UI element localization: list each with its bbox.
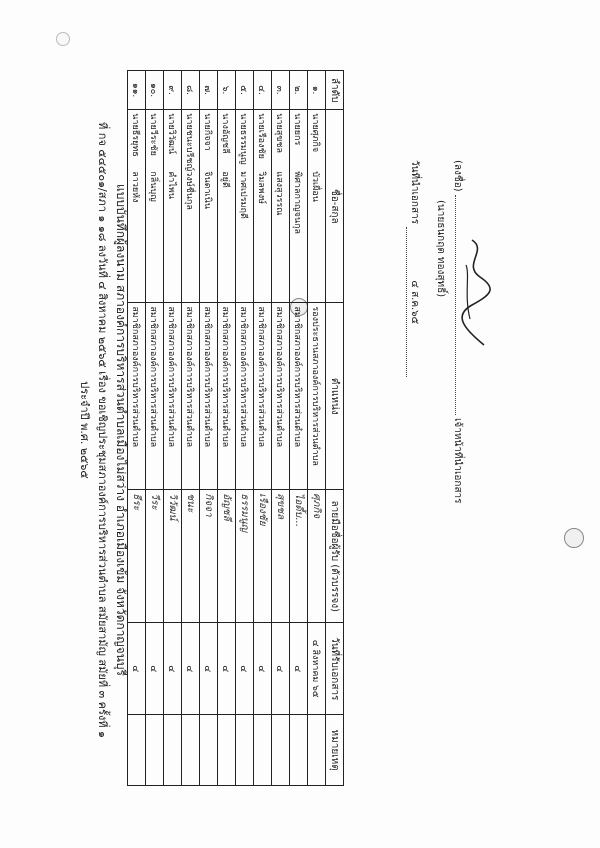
row-date: ๔: [272, 623, 290, 715]
certification-block: [360, 160, 470, 580]
row-number: ๖.: [218, 71, 236, 110]
table-row: [218, 71, 236, 786]
row-signature: ศุภกิจ: [308, 490, 326, 623]
row-number: ๗.: [200, 71, 218, 110]
row-number: ๘.: [182, 71, 200, 110]
row-last-name: อยู่ดี: [220, 171, 231, 188]
certifier-date-label: วันที่นำเอกสาร: [409, 160, 420, 225]
row-date: ๔: [128, 623, 146, 715]
table-row: [200, 71, 218, 786]
row-first-name: นายเรืองชัย: [256, 113, 267, 159]
row-signature: ไอดี้บ...: [290, 490, 308, 623]
certifier-date-value: ๔ ส.ค.๖๕: [406, 227, 422, 377]
row-number: ๔.: [254, 71, 272, 110]
row-name: [236, 110, 254, 303]
row-date: ๔: [218, 623, 236, 715]
table-row: [236, 71, 254, 786]
row-last-name: วงษ์ชื่นกุล: [184, 171, 195, 210]
row-signature: วีระ: [146, 490, 164, 623]
row-date: ๔: [182, 623, 200, 715]
certifier-sign-prefix: (ลงชื่อ): [452, 160, 463, 192]
document-title: แบบบันทึกผู้ลงนาม สภาองค์การบริหารส่วนตำบลเมืองไม่สว่าง อำเภอเมืองเข้ม จังหวัดกาญจนบุรี: [114, 184, 128, 676]
row-signature: สุขชล: [272, 490, 290, 623]
row-signature: เรืองชัย: [254, 490, 272, 623]
row-first-name: นายวีระชัย: [148, 113, 159, 156]
row-number: ๑๑.: [128, 71, 146, 110]
row-note: [146, 715, 164, 786]
row-note: [290, 715, 308, 786]
row-signature: ธีระ: [128, 490, 146, 623]
row-position: สมาชิกสภาองค์การบริหารส่วนตำบล: [290, 303, 308, 490]
row-signature: ธรรมนูญ: [236, 490, 254, 623]
certifier-signature: [455, 195, 470, 415]
row-name: [164, 110, 182, 303]
table-row: [290, 71, 308, 786]
row-first-name: นายวิวัฒน์: [166, 113, 177, 155]
row-name: [272, 110, 290, 303]
row-date: ๔ สิงหาคม ๖๕: [308, 623, 326, 715]
row-date: ๔: [164, 623, 182, 715]
table-row: [128, 71, 146, 786]
row-note: [218, 715, 236, 786]
row-name: [146, 110, 164, 303]
row-name: [182, 110, 200, 303]
row-first-name: นายธีรยุทธ: [130, 113, 141, 157]
row-last-name: คำไพน: [166, 171, 177, 199]
row-name: [128, 110, 146, 303]
row-date: ๔: [236, 623, 254, 715]
table-row: [164, 71, 182, 786]
certifier-name: (นายธนกฤต ทองสุทธิ์): [435, 200, 446, 298]
document-year: ประจำปี พ.ศ. ๒๕๖๕: [78, 381, 91, 479]
row-date: ๔: [200, 623, 218, 715]
col-header-position: ตำแหน่ง: [326, 303, 344, 490]
table-row: [146, 71, 164, 786]
row-note: [308, 715, 326, 786]
row-note: [236, 715, 254, 786]
table-row: [182, 71, 200, 786]
signature-scribble: [458, 235, 492, 355]
row-first-name: นางอัญชลี: [220, 113, 231, 154]
certifier-sign-line: [450, 160, 470, 504]
row-position: สมาชิกสภาองค์การบริหารส่วนตำบล: [236, 303, 254, 490]
row-note: [128, 715, 146, 786]
row-date: ๔: [290, 623, 308, 715]
row-last-name: กลิ่นบุญ: [148, 171, 159, 202]
row-note: [200, 715, 218, 786]
row-number: ๕.: [236, 71, 254, 110]
row-position: สมาชิกสภาองค์การบริหารส่วนตำบล: [272, 303, 290, 490]
col-header-no: ลำดับ: [326, 71, 344, 110]
row-position: รองประธานสภาองค์การบริหารส่วนตำบล: [308, 303, 326, 490]
row-position: สมาชิกสภาองค์การบริหารส่วนตำบล: [200, 303, 218, 490]
row-note: [254, 715, 272, 786]
row-number: ๑.: [308, 71, 326, 110]
col-header-signature: ลายมือชื่อผู้รับ (ตัวบรรจง): [326, 490, 344, 623]
row-number: ๑๐.: [146, 71, 164, 110]
row-date: ๔: [254, 623, 272, 715]
row-name: [218, 110, 236, 303]
attendance-table: [127, 70, 344, 786]
row-last-name: แสงสุวรรณ: [274, 171, 285, 216]
row-name: [254, 110, 272, 303]
row-note: [272, 715, 290, 786]
row-position: สมาชิกสภาองค์การบริหารส่วนตำบล: [182, 303, 200, 490]
row-number: ๒.: [290, 71, 308, 110]
row-name: [200, 110, 218, 303]
col-header-note: หมายเหตุ: [326, 715, 344, 786]
row-position: สมาชิกสภาองค์การบริหารส่วนตำบล: [146, 303, 164, 490]
row-first-name: นายศุภกิจ: [310, 113, 321, 153]
row-signature: อัญชลี: [218, 490, 236, 623]
row-position: สมาชิกสภาองค์การบริหารส่วนตำบล: [218, 303, 236, 490]
row-signature: วิวัฒน์: [164, 490, 182, 623]
row-note: [182, 715, 200, 786]
col-header-date: วันที่รับเอกสาร: [326, 623, 344, 715]
row-first-name: นายชนะบรีชญ์: [184, 113, 195, 172]
certifier-role: เจ้าหน้าที่นำเอกสาร: [452, 417, 463, 504]
table-row: [272, 71, 290, 786]
row-first-name: นายธรรมนูญ: [238, 113, 249, 165]
table-row: [254, 71, 272, 786]
row-last-name: วิมลพงษ์: [256, 171, 267, 205]
row-last-name: มาศเปรมฤดี: [238, 171, 249, 219]
row-last-name: พิศาลกาญจนกุล: [292, 171, 303, 235]
row-number: ๙.: [164, 71, 182, 110]
row-note: [164, 715, 182, 786]
table-row: [308, 71, 326, 786]
row-date: ๔: [146, 623, 164, 715]
row-position: สมาชิกสภาองค์การบริหารส่วนตำบล: [128, 303, 146, 490]
row-position: สมาชิกสภาองค์การบริหารส่วนตำบล: [254, 303, 272, 490]
row-last-name: จินดาเนิน: [202, 171, 213, 209]
row-name: [308, 110, 326, 303]
row-name: [290, 110, 308, 303]
row-first-name: นายสุขชล: [274, 113, 285, 154]
row-last-name: บัวเผื่อน: [310, 171, 321, 202]
row-last-name: ลาวยหัง: [130, 171, 141, 203]
table-body: [128, 71, 326, 786]
row-position: สมาชิกสภาองค์การบริหารส่วนตำบล: [164, 303, 182, 490]
table-header-row: [326, 71, 344, 786]
certifier-date-line: [406, 160, 422, 377]
document-reference: ที่ กจ ๕๔๕๐๑/สภา ๑ ๑๘ ลงวันที่ ๔ สิงหาคม ๒๕๖๕ เรื่อง ขอเชิญประชุมสภาองค์การบริหารส่วนตำบล สมัยสามัญ สมัยที่ ๓ ครั้งที่ ๑: [96, 122, 109, 738]
row-first-name: นายกิจจา: [202, 113, 213, 151]
row-signature: ชนะ: [182, 490, 200, 623]
row-first-name: นายยกร: [292, 113, 303, 146]
col-header-name: ชื่อ-สกุล: [326, 110, 344, 303]
row-number: ๓.: [272, 71, 290, 110]
row-signature: กิจจา: [200, 490, 218, 623]
